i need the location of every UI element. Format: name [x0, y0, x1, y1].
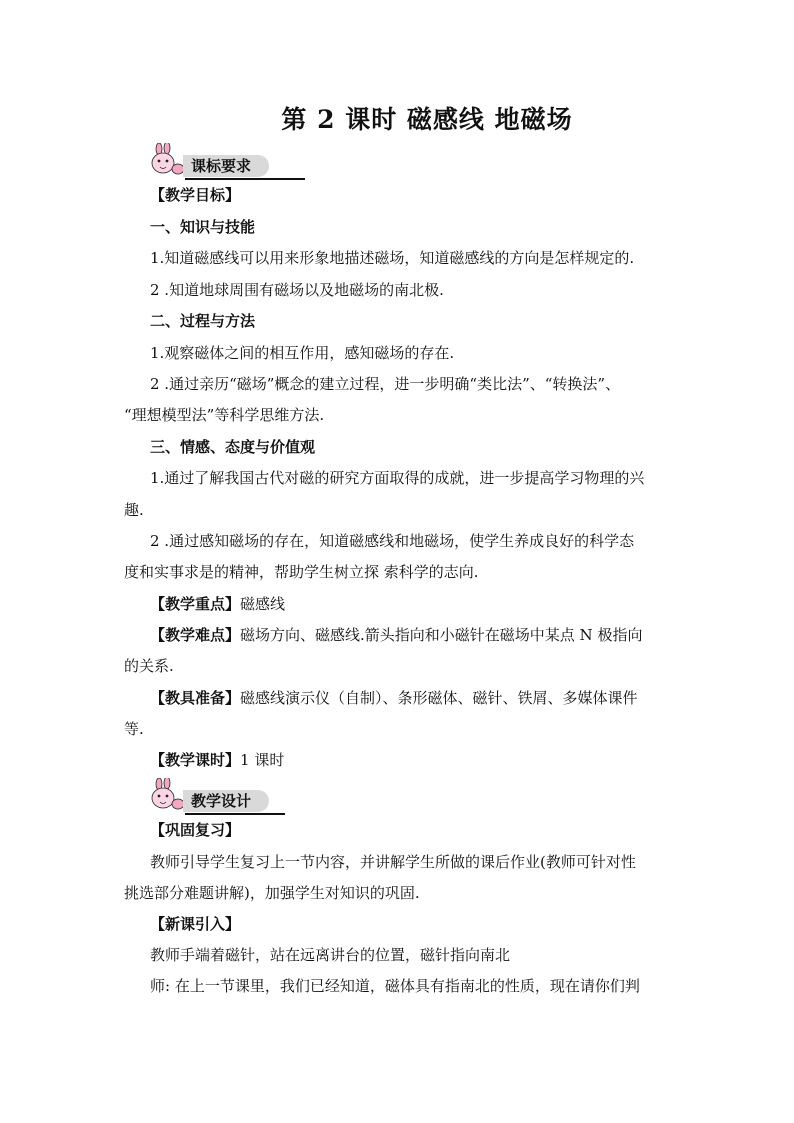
- hours: [150, 750, 684, 770]
- section-banner-label: 课标要求: [183, 155, 269, 177]
- text-line: 的关系.: [124, 657, 174, 675]
- text-line: 2 .知道地球周围有磁场以及地磁场的南北极.: [150, 281, 444, 299]
- key-point: [150, 594, 684, 614]
- text-line: 教师引导学生复习上一节内容，并讲解学生所做的课后作业(教师可针对性: [150, 853, 636, 871]
- text-line: 教师手端着磁针，站在远离讲台的位置，磁针指向南北: [150, 946, 511, 964]
- hours-text: 1 课时: [240, 751, 285, 769]
- text-line: 2 .通过感知磁场的存在，知道磁感线和地磁场，使学生养成良好的科学态: [150, 532, 635, 550]
- text-line: 度和实事求是的精神，帮助学生树立探 索科学的志向.: [124, 563, 479, 581]
- text-line: 1.通过了解我国古代对磁的研究方面取得的成就，进一步提高学习物理的兴: [150, 469, 645, 487]
- heading-knowledge: 一、知识与技能: [150, 218, 256, 236]
- banner-underline: [185, 813, 285, 815]
- heading-attitude: 三、情感、态度与价值观: [150, 438, 316, 456]
- difficulty-label: 【教学难点】: [150, 626, 241, 644]
- review-header: 【巩固复习】: [150, 821, 241, 839]
- text-line: 趣.: [124, 501, 144, 519]
- text-line: 挑选部分难题讲解)，加强学生对知识的巩固.: [124, 884, 420, 902]
- equipment-text: 磁感线演示仪（自制）、条形磁体、磁针、铁屑、多媒体课件: [240, 689, 638, 707]
- key-point-label: 【教学重点】: [150, 595, 241, 613]
- intro-header: 【新课引入】: [150, 915, 241, 933]
- cartoon-rabbit-icon: [145, 778, 187, 812]
- text-line: 2 .通过亲历“磁场”概念的建立过程，进一步明确“类比法”、“转换法”、: [150, 375, 621, 393]
- banner-underline: [185, 178, 305, 180]
- heading-process: 二、过程与方法: [150, 312, 256, 330]
- text-line: 1.观察磁体之间的相互作用，感知磁场的存在.: [150, 344, 455, 362]
- text-line: “理想模型法”等科学思维方法.: [124, 406, 325, 424]
- section-banner-requirements: [145, 143, 269, 177]
- hours-label: 【教学课时】: [150, 751, 241, 769]
- difficulty-text: 磁场方向、磁感线.箭头指向和小磁针在磁场中某点 N 极指向: [240, 626, 643, 644]
- text-line: 师: 在上一节课里，我们已经知道，磁体具有指南北的性质，现在请你们判: [150, 977, 640, 995]
- equipment: [150, 688, 684, 708]
- text-line: 1.知道磁感线可以用来形象地描述磁场，知道磁感线的方向是怎样规定的.: [150, 249, 635, 267]
- section-banner-label: 教学设计: [183, 790, 269, 812]
- key-point-text: 磁感线: [240, 595, 286, 613]
- difficulty: [150, 625, 684, 645]
- goals-header: 【教学目标】: [150, 186, 241, 204]
- equipment-label: 【教具准备】: [150, 689, 241, 707]
- cartoon-rabbit-icon: [145, 143, 187, 177]
- section-banner-design: [145, 778, 269, 812]
- text-line: 等.: [124, 720, 144, 738]
- page-title: 第 2 课时 磁感线 地磁场: [281, 105, 573, 134]
